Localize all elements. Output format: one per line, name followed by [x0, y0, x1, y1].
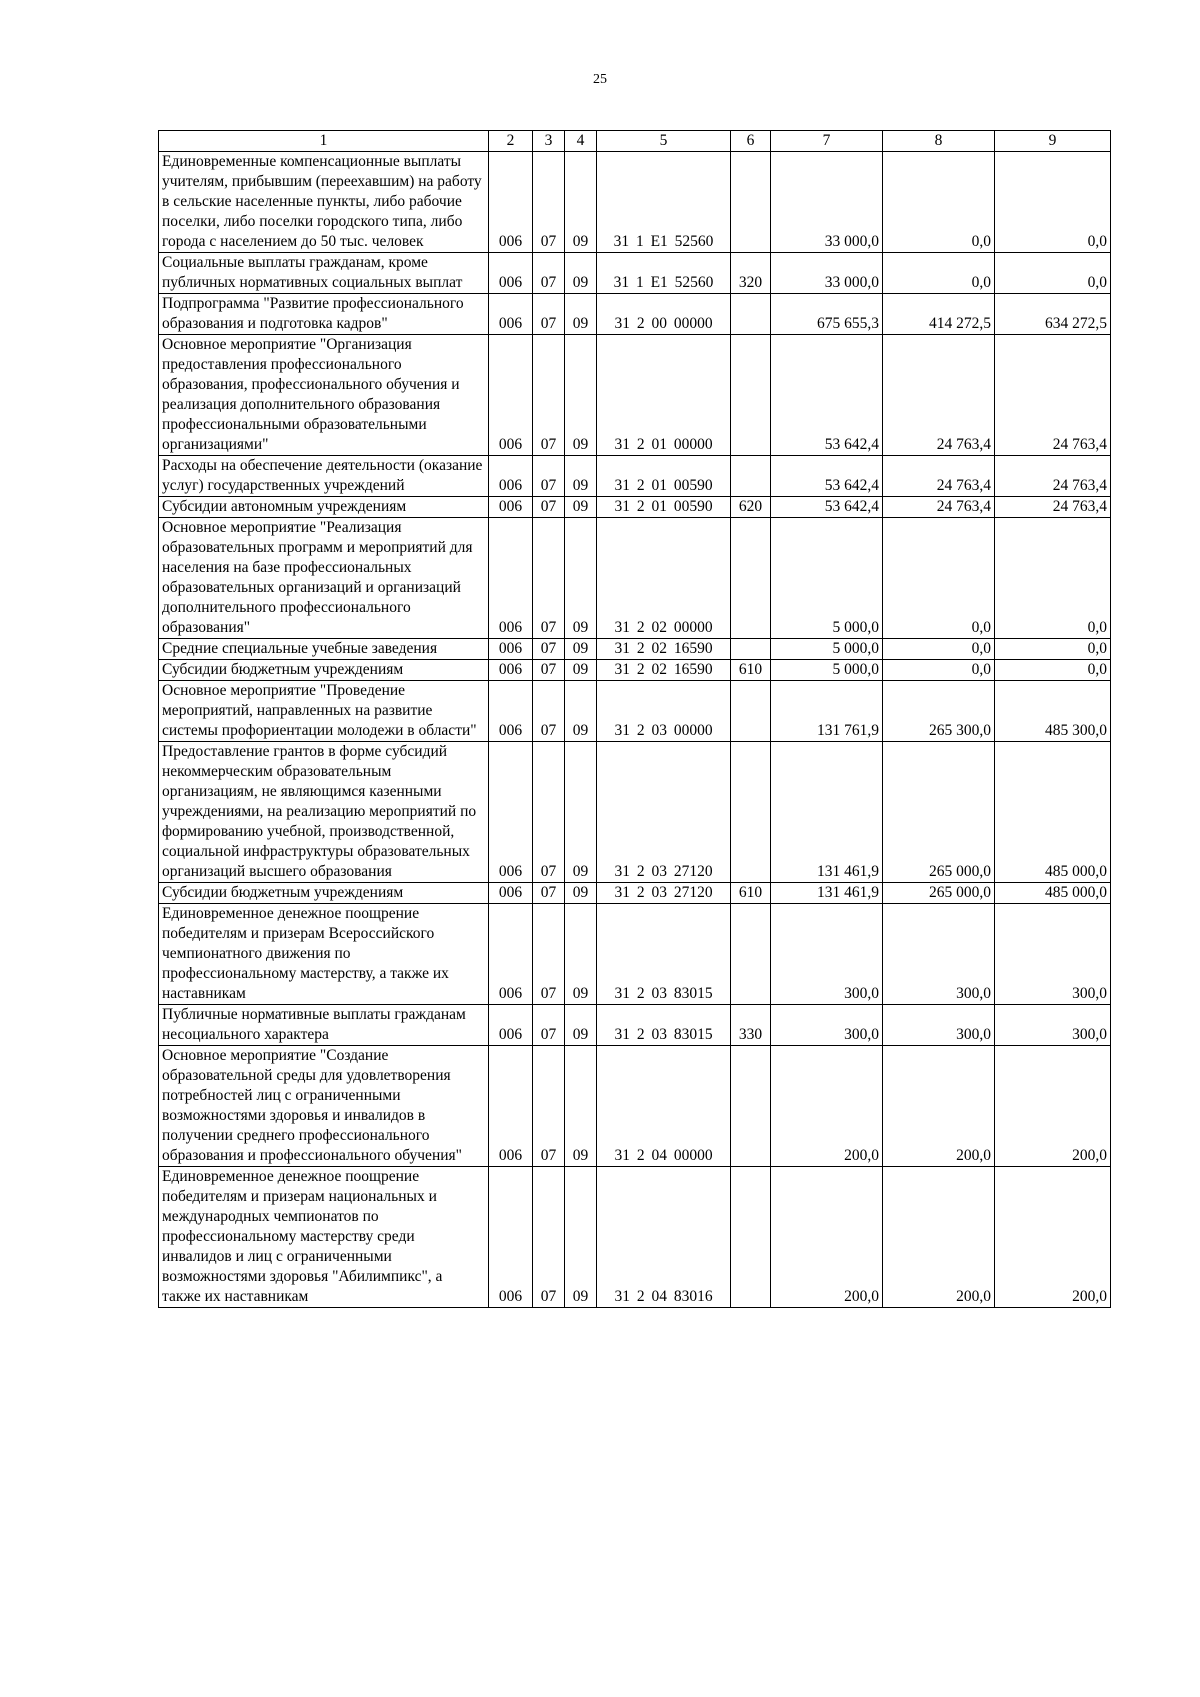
code-section: 07 — [533, 253, 565, 294]
amount-year-2: 0,0 — [883, 639, 995, 660]
amount-year-3: 0,0 — [995, 639, 1111, 660]
amount-year-3: 0,0 — [995, 660, 1111, 681]
amount-year-2: 300,0 — [883, 904, 995, 1005]
code-target-article: 31 2 02 16590 — [597, 660, 731, 681]
amount-year-3: 634 272,5 — [995, 294, 1111, 335]
amount-year-1: 5 000,0 — [771, 639, 883, 660]
code-section: 07 — [533, 152, 565, 253]
code-section: 07 — [533, 456, 565, 497]
table-row — [159, 681, 1111, 742]
col-header: 6 — [731, 131, 771, 152]
code-section: 07 — [533, 1167, 565, 1308]
amount-year-1: 200,0 — [771, 1046, 883, 1167]
code-target-article: 31 2 02 16590 — [597, 639, 731, 660]
amount-year-3: 24 763,4 — [995, 497, 1111, 518]
col-header: 5 — [597, 131, 731, 152]
code-expense-type — [731, 518, 771, 639]
code-expense-type — [731, 639, 771, 660]
table-row — [159, 904, 1111, 1005]
code-section: 07 — [533, 660, 565, 681]
code-subsection: 09 — [565, 152, 597, 253]
table-row — [159, 152, 1111, 253]
code-ministry: 006 — [489, 1005, 533, 1046]
code-ministry: 006 — [489, 152, 533, 253]
code-subsection: 09 — [565, 518, 597, 639]
table-row — [159, 1005, 1111, 1046]
code-subsection: 09 — [565, 1005, 597, 1046]
amount-year-1: 53 642,4 — [771, 335, 883, 456]
code-ministry: 006 — [489, 456, 533, 497]
code-target-article: 31 1 E1 52560 — [597, 253, 731, 294]
col-header: 1 — [159, 131, 489, 152]
row-name: Подпрограмма "Развитие профессионального образования и подготовка кадров" — [159, 294, 489, 335]
amount-year-3: 485 000,0 — [995, 742, 1111, 883]
code-subsection: 09 — [565, 883, 597, 904]
code-subsection: 09 — [565, 742, 597, 883]
amount-year-1: 200,0 — [771, 1167, 883, 1308]
amount-year-2: 0,0 — [883, 253, 995, 294]
code-section: 07 — [533, 681, 565, 742]
amount-year-3: 300,0 — [995, 904, 1111, 1005]
row-name: Единовременные компенсационные выплаты учителям, прибывшим (переехавшим) на работу в сельские населенные пункты, либо рабочие поселки, либо поселки городского типа, либо города с населением до 50 тыс. человек — [159, 152, 489, 253]
code-section: 07 — [533, 497, 565, 518]
code-target-article: 31 2 02 00000 — [597, 518, 731, 639]
code-target-article: 31 2 04 00000 — [597, 1046, 731, 1167]
amount-year-1: 300,0 — [771, 1005, 883, 1046]
code-section: 07 — [533, 518, 565, 639]
amount-year-3: 200,0 — [995, 1167, 1111, 1308]
col-header: 3 — [533, 131, 565, 152]
table-row — [159, 1167, 1111, 1308]
row-name: Субсидии автономным учреждениям — [159, 497, 489, 518]
amount-year-2: 0,0 — [883, 152, 995, 253]
table-row — [159, 639, 1111, 660]
code-ministry: 006 — [489, 681, 533, 742]
code-subsection: 09 — [565, 253, 597, 294]
code-expense-type — [731, 152, 771, 253]
amount-year-2: 24 763,4 — [883, 335, 995, 456]
amount-year-1: 5 000,0 — [771, 518, 883, 639]
table-row — [159, 497, 1111, 518]
code-expense-type: 320 — [731, 253, 771, 294]
amount-year-3: 24 763,4 — [995, 456, 1111, 497]
amount-year-3: 485 000,0 — [995, 883, 1111, 904]
table-row — [159, 253, 1111, 294]
amount-year-1: 53 642,4 — [771, 497, 883, 518]
code-expense-type — [731, 904, 771, 1005]
col-header: 7 — [771, 131, 883, 152]
row-name: Предоставление грантов в форме субсидий некоммерческим образовательным организациям, не являющимся казенными учреждениями, на реализацию мероприятий по формированию учебной, производственной, социальной инфраструктуры образовательных организаций высшего образования — [159, 742, 489, 883]
code-ministry: 006 — [489, 883, 533, 904]
code-target-article: 31 2 01 00590 — [597, 456, 731, 497]
code-subsection: 09 — [565, 681, 597, 742]
code-section: 07 — [533, 1046, 565, 1167]
row-name: Основное мероприятие "Создание образовательной среды для удовлетворения потребностей лиц с ограниченными возможностями здоровья и инвалидов в получении среднего профессионального образования и профессионального обучения" — [159, 1046, 489, 1167]
code-section: 07 — [533, 335, 565, 456]
amount-year-2: 200,0 — [883, 1046, 995, 1167]
code-target-article: 31 2 03 83015 — [597, 1005, 731, 1046]
amount-year-1: 131 461,9 — [771, 742, 883, 883]
code-subsection: 09 — [565, 1046, 597, 1167]
code-target-article: 31 2 03 27120 — [597, 742, 731, 883]
code-section: 07 — [533, 294, 565, 335]
col-header: 4 — [565, 131, 597, 152]
budget-table — [158, 130, 1111, 1308]
col-header: 8 — [883, 131, 995, 152]
amount-year-1: 33 000,0 — [771, 253, 883, 294]
code-subsection: 09 — [565, 456, 597, 497]
code-ministry: 006 — [489, 1046, 533, 1167]
code-expense-type — [731, 456, 771, 497]
code-subsection: 09 — [565, 639, 597, 660]
row-name: Субсидии бюджетным учреждениям — [159, 883, 489, 904]
code-subsection: 09 — [565, 1167, 597, 1308]
code-target-article: 31 1 E1 52560 — [597, 152, 731, 253]
row-name: Единовременное денежное поощрение победителям и призерам Всероссийского чемпионатного движения по профессиональному мастерству, а также их наставникам — [159, 904, 489, 1005]
code-target-article: 31 2 04 83016 — [597, 1167, 731, 1308]
amount-year-1: 300,0 — [771, 904, 883, 1005]
code-target-article: 31 2 01 00000 — [597, 335, 731, 456]
amount-year-1: 675 655,3 — [771, 294, 883, 335]
code-target-article: 31 2 01 00590 — [597, 497, 731, 518]
amount-year-3: 200,0 — [995, 1046, 1111, 1167]
table-row — [159, 660, 1111, 681]
table-row — [159, 1046, 1111, 1167]
amount-year-1: 33 000,0 — [771, 152, 883, 253]
code-subsection: 09 — [565, 497, 597, 518]
amount-year-2: 300,0 — [883, 1005, 995, 1046]
amount-year-3: 24 763,4 — [995, 335, 1111, 456]
amount-year-3: 0,0 — [995, 518, 1111, 639]
code-ministry: 006 — [489, 253, 533, 294]
amount-year-2: 24 763,4 — [883, 497, 995, 518]
code-target-article: 31 2 03 83015 — [597, 904, 731, 1005]
table-row — [159, 883, 1111, 904]
code-expense-type: 610 — [731, 883, 771, 904]
col-header: 2 — [489, 131, 533, 152]
table-row — [159, 456, 1111, 497]
code-ministry: 006 — [489, 294, 533, 335]
code-ministry: 006 — [489, 742, 533, 883]
code-target-article: 31 2 00 00000 — [597, 294, 731, 335]
amount-year-2: 0,0 — [883, 518, 995, 639]
amount-year-2: 265 000,0 — [883, 742, 995, 883]
amount-year-3: 485 300,0 — [995, 681, 1111, 742]
code-section: 07 — [533, 1005, 565, 1046]
code-subsection: 09 — [565, 294, 597, 335]
col-header: 9 — [995, 131, 1111, 152]
row-name: Единовременное денежное поощрение победителям и призерам национальных и международных чемпионатов по профессиональному мастерству среди инвалидов и лиц с ограниченными возможностями здоровья "Абилимпикс", а также их наставникам — [159, 1167, 489, 1308]
row-name: Основное мероприятие "Реализация образовательных программ и мероприятий для населения на базе профессиональных образовательных организаций и организаций дополнительного профессионального образования" — [159, 518, 489, 639]
amount-year-1: 131 761,9 — [771, 681, 883, 742]
page-number: 25 — [593, 72, 607, 87]
code-ministry: 006 — [489, 904, 533, 1005]
row-name: Расходы на обеспечение деятельности (оказание услуг) государственных учреждений — [159, 456, 489, 497]
code-subsection: 09 — [565, 660, 597, 681]
code-section: 07 — [533, 742, 565, 883]
code-expense-type: 610 — [731, 660, 771, 681]
header-row — [159, 131, 1111, 152]
code-section: 07 — [533, 883, 565, 904]
row-name: Основное мероприятие "Организация предоставления профессионального образования, профессионального обучения и реализация дополнительного образования профессиональными образовательными организациями" — [159, 335, 489, 456]
code-expense-type — [731, 681, 771, 742]
code-section: 07 — [533, 904, 565, 1005]
code-ministry: 006 — [489, 497, 533, 518]
table-row — [159, 742, 1111, 883]
code-expense-type — [731, 742, 771, 883]
amount-year-2: 265 300,0 — [883, 681, 995, 742]
code-ministry: 006 — [489, 639, 533, 660]
code-section: 07 — [533, 639, 565, 660]
code-subsection: 09 — [565, 335, 597, 456]
amount-year-2: 265 000,0 — [883, 883, 995, 904]
code-expense-type — [731, 1046, 771, 1167]
code-expense-type: 330 — [731, 1005, 771, 1046]
amount-year-3: 300,0 — [995, 1005, 1111, 1046]
amount-year-3: 0,0 — [995, 253, 1111, 294]
amount-year-2: 200,0 — [883, 1167, 995, 1308]
code-expense-type: 620 — [731, 497, 771, 518]
table-row — [159, 335, 1111, 456]
table-row — [159, 294, 1111, 335]
table-row — [159, 518, 1111, 639]
code-target-article: 31 2 03 27120 — [597, 883, 731, 904]
row-name: Основное мероприятие "Проведение мероприятий, направленных на развитие системы профориентации молодежи в области" — [159, 681, 489, 742]
amount-year-2: 0,0 — [883, 660, 995, 681]
code-target-article: 31 2 03 00000 — [597, 681, 731, 742]
amount-year-1: 53 642,4 — [771, 456, 883, 497]
row-name: Субсидии бюджетным учреждениям — [159, 660, 489, 681]
amount-year-2: 414 272,5 — [883, 294, 995, 335]
code-subsection: 09 — [565, 904, 597, 1005]
code-expense-type — [731, 335, 771, 456]
amount-year-2: 24 763,4 — [883, 456, 995, 497]
code-ministry: 006 — [489, 335, 533, 456]
amount-year-1: 5 000,0 — [771, 660, 883, 681]
row-name: Публичные нормативные выплаты гражданам несоциального характера — [159, 1005, 489, 1046]
code-ministry: 006 — [489, 1167, 533, 1308]
code-expense-type — [731, 1167, 771, 1308]
code-ministry: 006 — [489, 660, 533, 681]
amount-year-3: 0,0 — [995, 152, 1111, 253]
code-expense-type — [731, 294, 771, 335]
code-ministry: 006 — [489, 518, 533, 639]
row-name: Социальные выплаты гражданам, кроме публичных нормативных социальных выплат — [159, 253, 489, 294]
amount-year-1: 131 461,9 — [771, 883, 883, 904]
row-name: Средние специальные учебные заведения — [159, 639, 489, 660]
